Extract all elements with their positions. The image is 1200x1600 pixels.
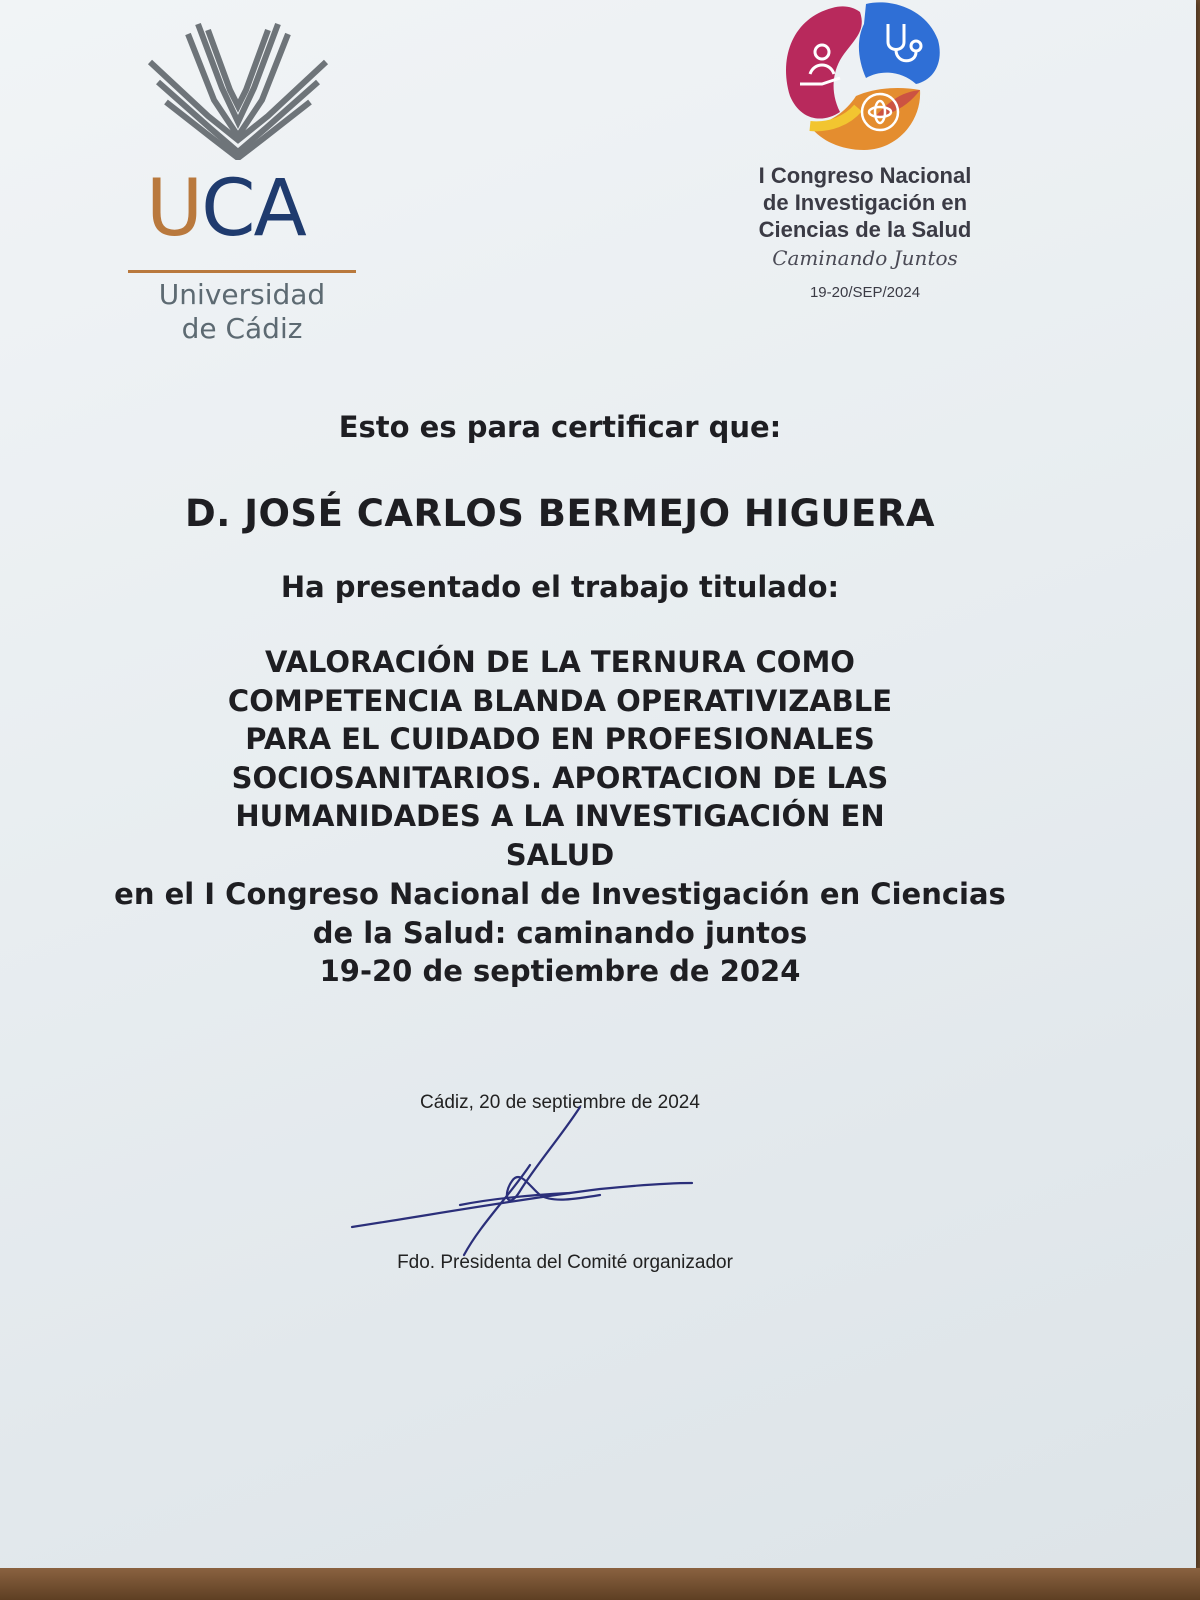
congress-logo — [740, 0, 990, 320]
certificate-intro: Esto es para certificar que: — [338, 410, 782, 444]
recipient-name: D. JOSÉ CARLOS BERMEJO HIGUERA — [185, 492, 935, 535]
congress-date: 19-20/SEP/2024 — [809, 284, 921, 301]
uca-name-line2: de Cádiz — [181, 312, 303, 345]
uca-name-line1: Universidad — [158, 278, 326, 311]
signatory-caption: Fdo. Presidenta del Comité organizador — [397, 1252, 733, 1273]
work-title-line: HUMANIDADES A LA INVESTIGACIÓN EN — [235, 799, 885, 833]
event-line: de la Salud: caminando juntos — [312, 915, 808, 950]
uca-divider — [128, 270, 356, 273]
congress-name — [740, 162, 990, 243]
work-title-line: PARA EL CUIDADO EN PROFESIONALES — [245, 722, 875, 756]
work-title — [100, 643, 1020, 874]
event-line: 19-20 de septiembre de 2024 — [319, 954, 801, 988]
signature-icon — [340, 1095, 720, 1265]
work-title-line: SALUD — [505, 837, 615, 872]
uca-wordmark-ca: CA — [201, 164, 305, 254]
uca-university-name — [120, 278, 364, 346]
place-date: Cádiz, 20 de septiembre de 2024 — [420, 1092, 700, 1113]
congress-name-line1: I Congreso Nacional — [758, 163, 972, 188]
desk-surface — [0, 1568, 1200, 1600]
congress-name-line2: de Investigación en — [762, 190, 968, 215]
congress-tagline: Caminando Juntos — [772, 246, 958, 270]
work-title-line: SOCIOSANITARIOS. APORTACION DE LAS — [231, 760, 889, 795]
congress-emblem-icon — [770, 0, 960, 160]
presented-heading: Ha presentado el trabajo titulado: — [280, 570, 840, 604]
uca-emblem-icon — [148, 20, 328, 160]
work-title-line: COMPETENCIA BLANDA OPERATIVIZABLE — [227, 683, 893, 718]
uca-wordmark — [146, 164, 305, 254]
work-title-line: VALORACIÓN DE LA TERNURA COMO — [265, 645, 855, 679]
uca-logo — [120, 20, 370, 345]
event-description — [80, 875, 1040, 991]
event-line: en el I Congreso Nacional de Investigación en Ciencias — [114, 877, 1006, 911]
uca-wordmark-u: U — [146, 164, 202, 254]
congress-name-line3: Ciencias de la Salud — [758, 217, 972, 242]
